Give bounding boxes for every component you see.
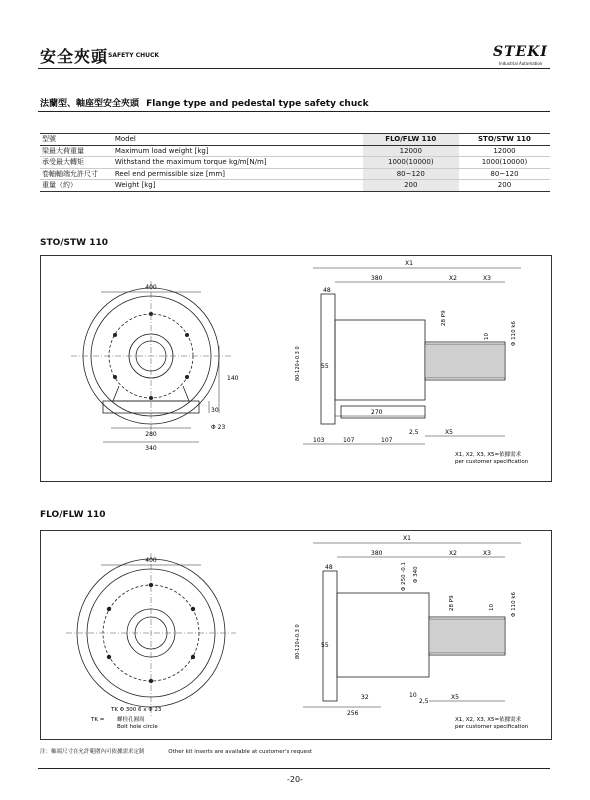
dim-30: 30 (211, 407, 219, 414)
row-value-sto: 200 (459, 180, 550, 192)
row-label-en: Withstand the maximum torque kg/m[N/m] (113, 157, 363, 169)
dim-x5: X5 (451, 694, 459, 701)
footer-note-en: Other kit inserts are available at customer's request (168, 749, 312, 755)
section-title (40, 96, 369, 109)
dim-400: 400 (145, 557, 157, 564)
dim-280: 280 (145, 431, 157, 438)
note-cn: X1, X2, X3, X5=依據需求 (455, 717, 522, 723)
page-subtitle: SAFETY CHUCK (108, 52, 160, 59)
dim-10: 10 (484, 333, 490, 340)
row-value-sto: 80~120 (459, 168, 550, 180)
row-value-flo: 200 (363, 180, 459, 192)
figure-sto-title: STO/STW 110 (40, 238, 109, 248)
dim-x3: X3 (483, 275, 491, 282)
dim-256: 256 (347, 710, 359, 717)
page-title: 安全夾頭 (40, 47, 109, 66)
dim-340: 340 (145, 445, 157, 452)
header-cell-type: 型號 (40, 134, 113, 146)
dim-reel: 80-120+0.3 0 (295, 624, 301, 659)
dim-phi340: Φ 340 (413, 566, 419, 583)
dim-shaft: Φ 110 k6 (511, 591, 517, 617)
dim-x2: X2 (449, 275, 457, 282)
dim-380: 380 (371, 275, 383, 282)
dim-48: 48 (325, 564, 333, 571)
dim-107-a: 107 (343, 437, 355, 444)
flo-housing (337, 593, 429, 677)
steki-logo (493, 45, 548, 67)
row-label-en: Maximum load weight [kg] (113, 145, 363, 157)
footer-note-cn: 注：軸端尺寸在允許範圍內可依據需求定制 (40, 749, 145, 755)
note-en: per customer specification (455, 459, 529, 465)
tk-label: TK = (91, 717, 105, 723)
section-title-cn: 法蘭型、軸座型安全夾頭 (40, 99, 140, 109)
note-en: per customer specification (455, 724, 529, 730)
table-row (40, 180, 550, 192)
sto-housing (335, 320, 425, 400)
logo-wordmark: STEKI (493, 44, 548, 60)
dim-phi250: Φ 250 -0.1 (401, 561, 407, 591)
tk-cn: 螺栓孔圓周 (117, 717, 145, 723)
figure-flo-drawing (40, 530, 552, 740)
flo-technical-drawing (41, 531, 551, 739)
row-label-en: Reel end permissible size [mm] (113, 168, 363, 180)
row-label-cn: 重量（約） (40, 180, 113, 192)
dim-tk: TK Φ 300 6 x Φ 23 (111, 707, 162, 713)
logo-tagline: Industrial Automation (499, 61, 543, 66)
dim-55: 55 (321, 642, 329, 649)
row-value-flo: 12000 (363, 145, 459, 157)
dim-103: 103 (313, 437, 325, 444)
dim-x1: X1 (403, 535, 411, 542)
header-cell-flo: FLO/FLW 110 (363, 134, 459, 146)
dim-140: 140 (227, 375, 239, 382)
row-value-sto: 12000 (459, 145, 550, 157)
tk-en: Bolt hole circle (117, 724, 158, 730)
header-cell-sto: STO/STW 110 (459, 134, 550, 146)
dim-x5: X5 (445, 429, 453, 436)
row-label-cn: 梁最大荷重量 (40, 145, 113, 157)
dim-k10: 10 (489, 604, 495, 611)
figure-flo-title: FLO/FLW 110 (40, 510, 106, 520)
dim-2-5: 2,5 (419, 698, 429, 705)
dim-55: 55 (321, 363, 329, 370)
dim-400: 400 (145, 284, 157, 291)
dim-x2: X2 (449, 550, 457, 557)
footer-rule (38, 768, 550, 769)
dim-reel: 80-120+0.3 0 (295, 346, 301, 381)
section-title-en: Flange type and pedestal type safety chuck (146, 99, 369, 109)
sto-flange (321, 294, 335, 424)
header-cell-model: Model (113, 134, 363, 146)
table-row (40, 145, 550, 157)
dim-key: 28 P9 (449, 595, 455, 611)
dim-270: 270 (371, 409, 383, 416)
flo-flange (323, 571, 337, 701)
page-number: -20- (287, 775, 303, 784)
table-header-row (40, 134, 550, 146)
spec-table (40, 133, 550, 192)
table-row (40, 168, 550, 180)
row-label-en: Weight [kg] (113, 180, 363, 192)
dim-380: 380 (371, 550, 383, 557)
row-value-sto: 1000(10000) (459, 157, 550, 169)
section-rule (38, 111, 550, 112)
dim-2-5: 2,5 (409, 429, 419, 436)
table-row (40, 157, 550, 169)
dim-key: 28 P9 (441, 310, 447, 326)
dim-32: 32 (361, 694, 369, 701)
dim-10: 10 (409, 692, 417, 699)
footer-note (40, 747, 334, 755)
row-label-cn: 承受最大轉矩 (40, 157, 113, 169)
dim-x1: X1 (405, 260, 413, 267)
note-cn: X1, X2, X3, X5=依據需求 (455, 452, 522, 458)
header-rule (38, 68, 550, 69)
sto-technical-drawing (41, 256, 551, 481)
dim-x3: X3 (483, 550, 491, 557)
row-value-flo: 1000(10000) (363, 157, 459, 169)
dim-shaft: Φ 110 k6 (511, 320, 517, 346)
figure-sto-drawing (40, 255, 552, 482)
row-value-flo: 80~120 (363, 168, 459, 180)
row-label-cn: 卷軸軸端允許尺寸 (40, 168, 113, 180)
dim-107-b: 107 (381, 437, 393, 444)
dim-48: 48 (323, 287, 331, 294)
dim-phi23: Φ 23 (211, 424, 226, 431)
